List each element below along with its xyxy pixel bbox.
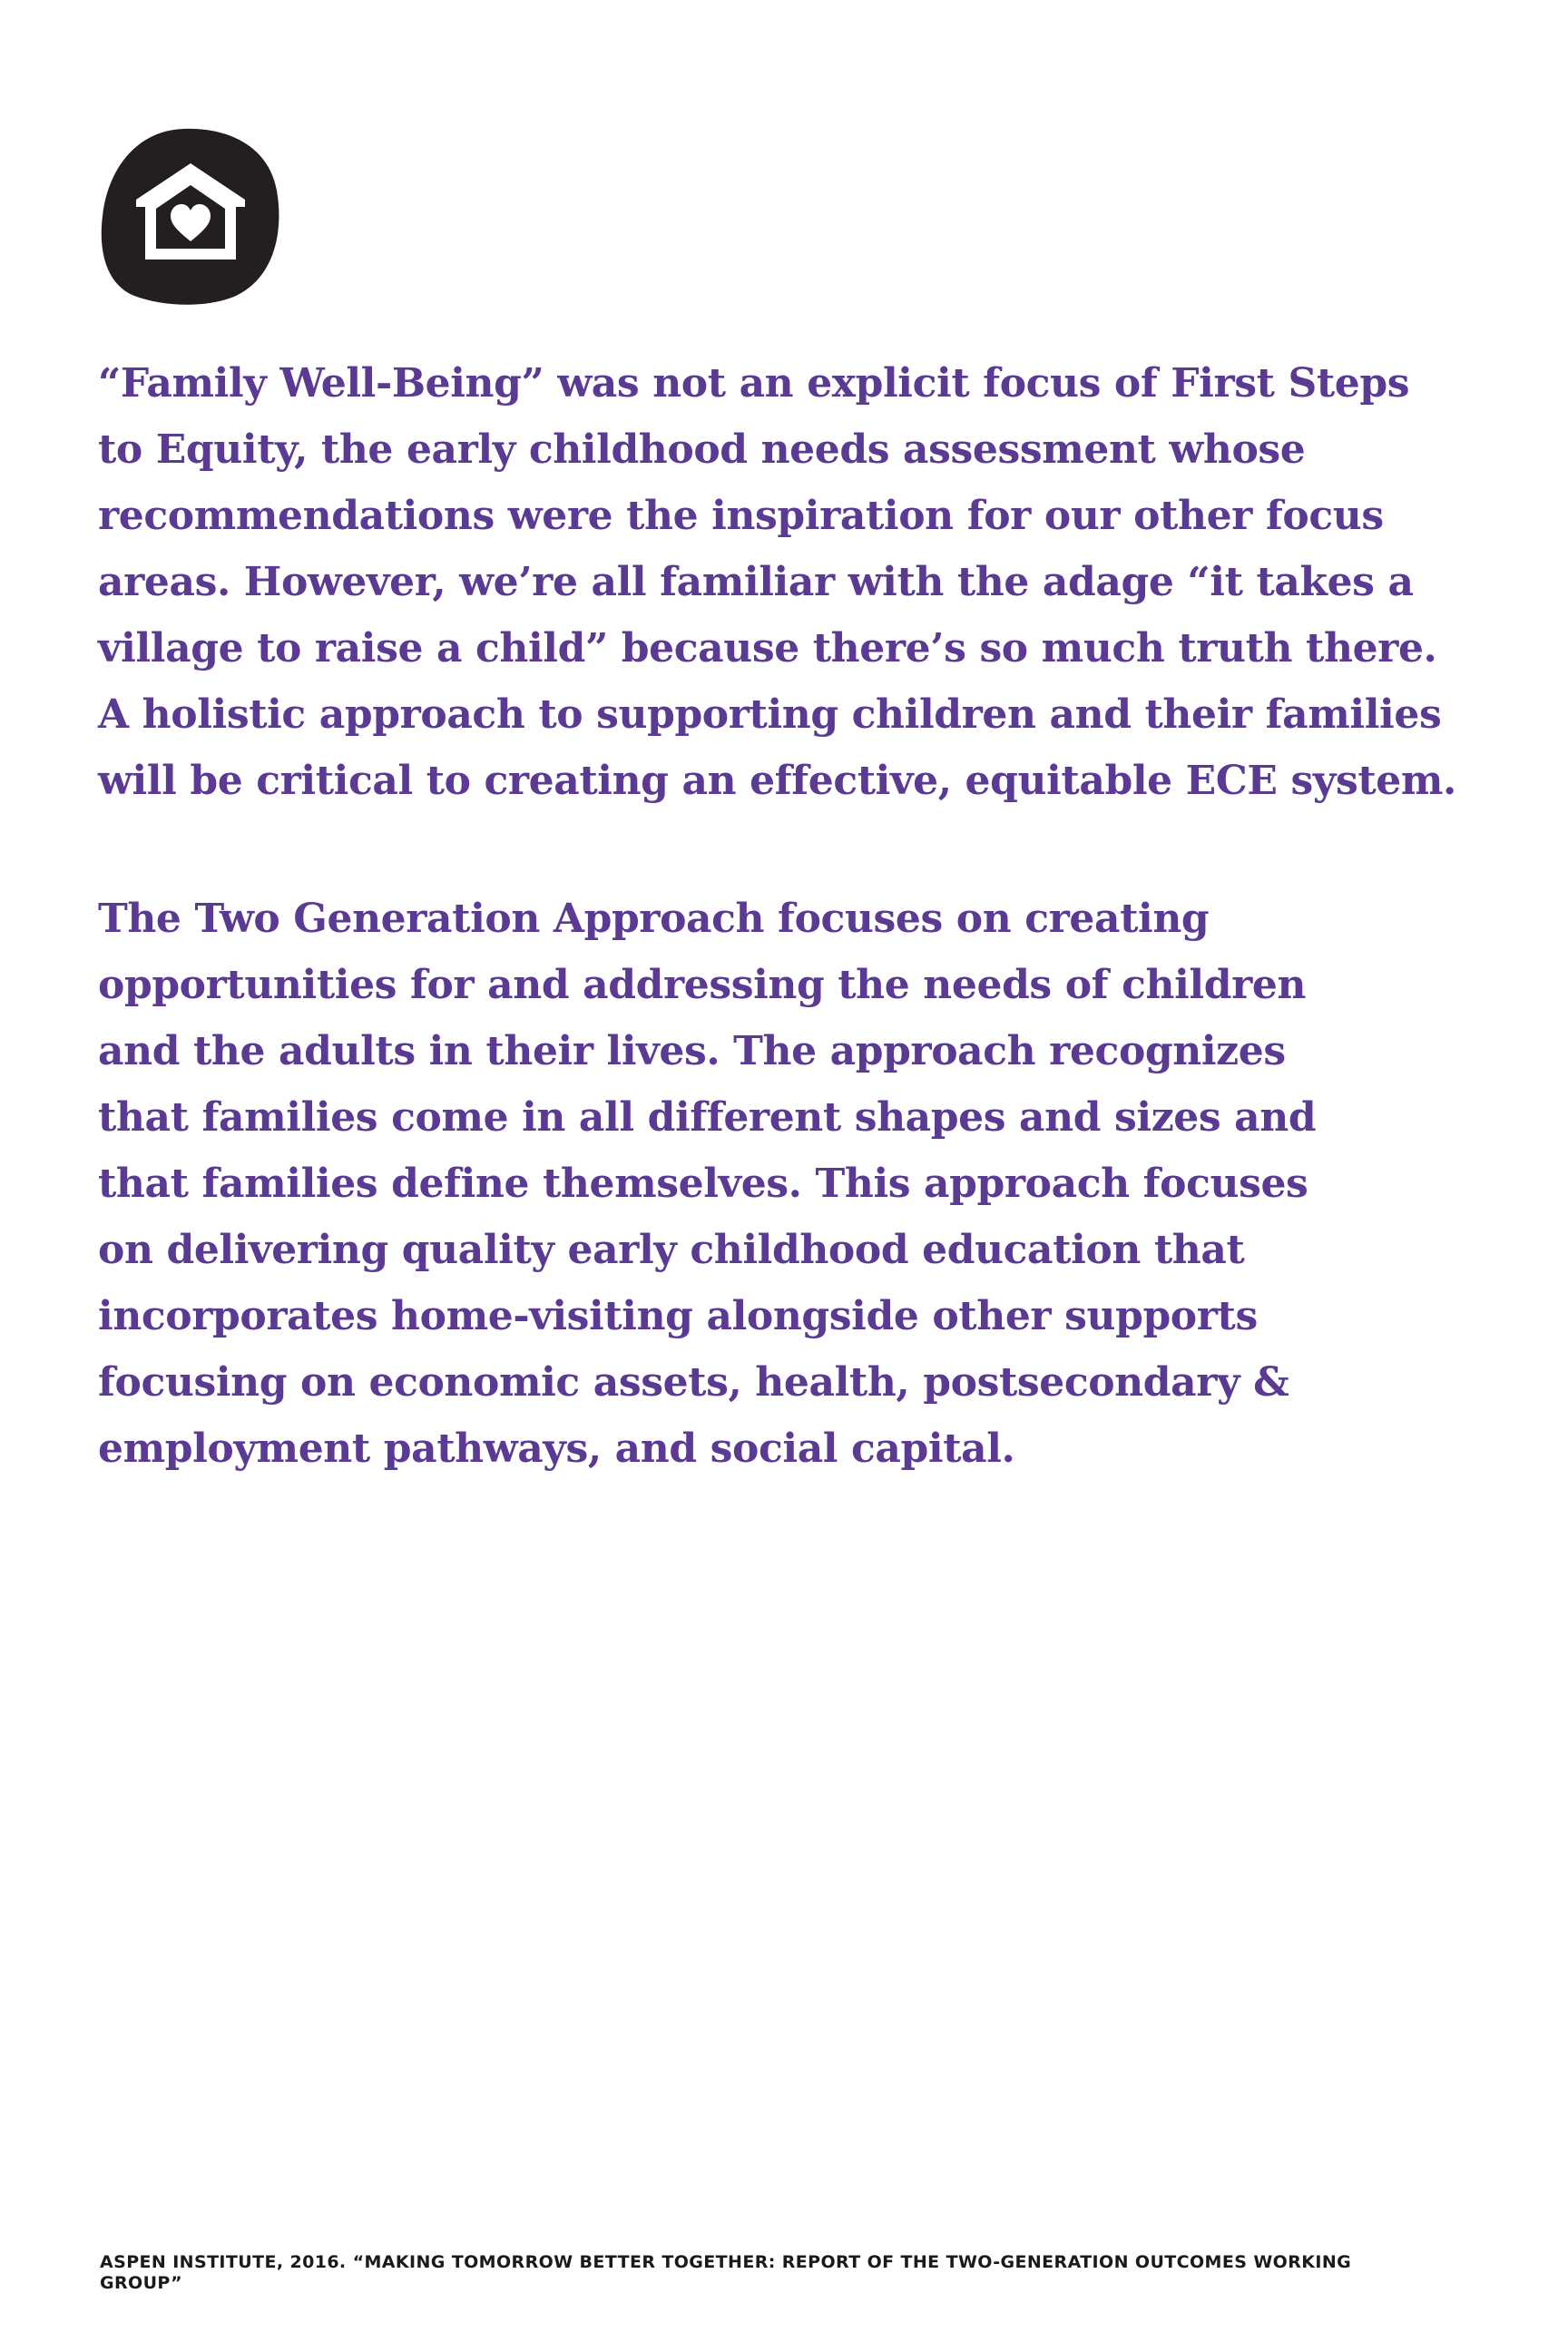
two-generation-paragraph: The Two Generation Approach focuses on creating opportunities for and addressing the needs of children and the adults in their lives. The approach recognizes that families come in all different shapes and sizes and that families define themselves. This approach focuses on delivering quality early childhood education that incorporates home-visiting alongside other supports focusing on economic assets, health, postsecondary & employment pathways, and social capital. <box>98 896 1317 1472</box>
family-well-being-logo <box>100 125 281 307</box>
footer-citation: ASPEN INSTITUTE, 2016. “MAKING TOMORROW BETTER TOGETHER: REPORT OF THE TWO-GENERATION OUTCOMES WORKING GROUP” <box>100 2252 1352 2293</box>
house-heart-icon <box>100 125 281 307</box>
intro-paragraph: “Family Well-Being” was not an explicit focus of First Steps to Equity, the early childhood needs assessment whose recommendations were the inspiration for our other focus areas. However, we’re all familiar with the adage “it takes a village to raise a child” because there’s so much truth there. A holistic approach to supporting children and their families will be critical to creating an effective, equitable ECE system. <box>98 360 1456 804</box>
